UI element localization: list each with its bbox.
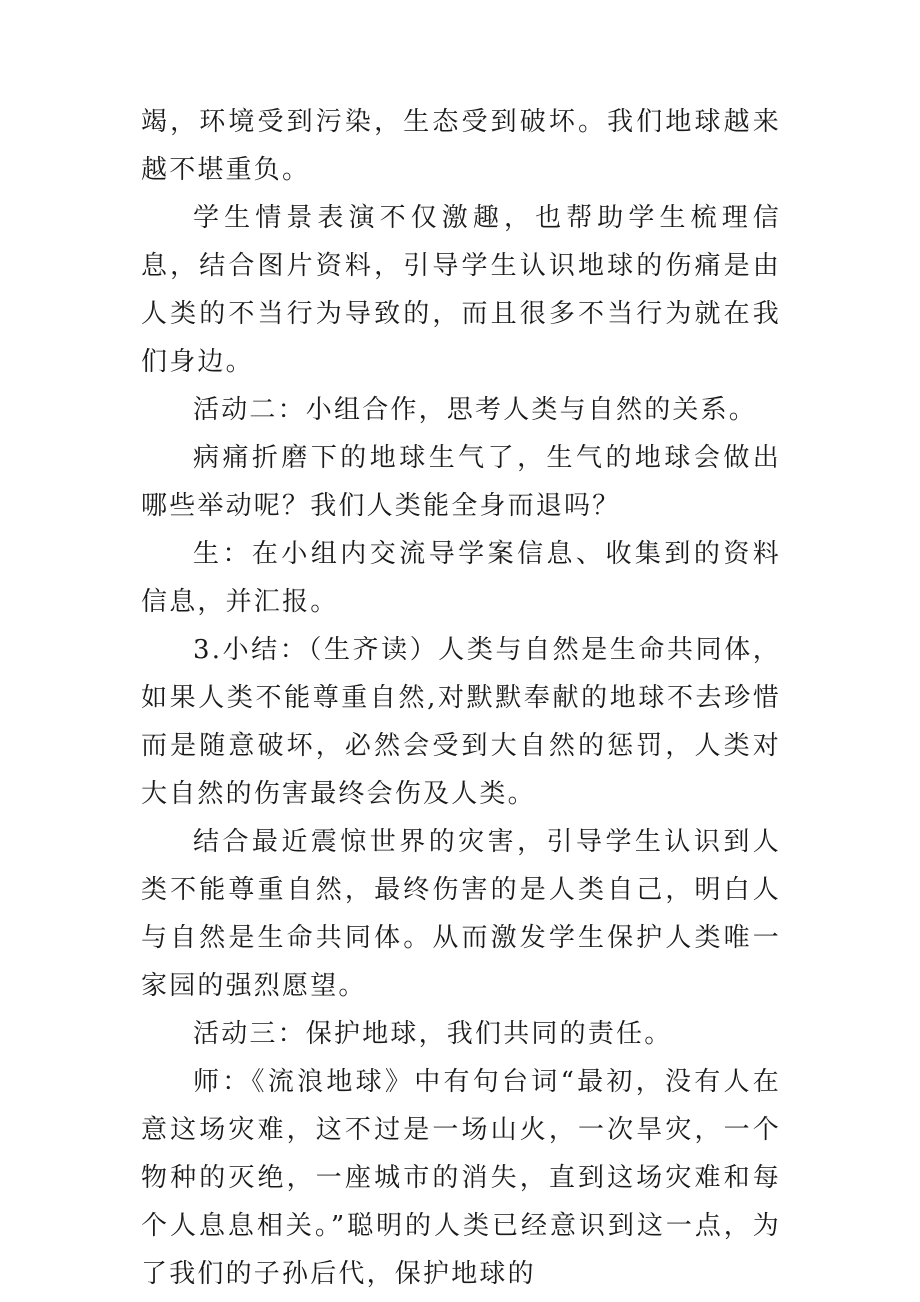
paragraph-5: 生：在小组内交流导学案信息、收集到的资料信息，并汇报。	[141, 539, 781, 617]
paragraph-2: 学生情景表演不仅激趣，也帮助学生梳理信息，结合图片资料，引导学生认识地球的伤痛是由人类的不当行为导致的，而且很多不当行为就在我们身边。	[141, 203, 781, 377]
paragraph-6-summary: 3.小结：（生齐读）人类与自然是生命共同体，如果人类不能尊重自然,对默默奉献的地球不去珍惜而是随意破坏，必然会受到大自然的惩罚，人类对大自然的伤害最终会伤及人类。	[141, 635, 781, 809]
document-body	[141, 98, 781, 1298]
paragraph-3-activity-two: 活动二：小组合作，思考人类与自然的关系。	[193, 395, 758, 425]
paragraph-8-activity-three: 活动三：保护地球，我们共同的责任。	[193, 1019, 673, 1049]
paragraph-1: 竭，环境受到污染，生态受到破坏。我们地球越来越不堪重负。	[141, 107, 781, 185]
paragraph-7: 结合最近震惊世界的灾害，引导学生认识到人类不能尊重自然，最终伤害的是人类自己，明白人与自然是生命共同体。从而激发学生保护人类唯一家园的强烈愿望。	[141, 827, 781, 1001]
paragraph-4: 病痛折磨下的地球生气了，生气的地球会做出哪些举动呢？我们人类能全身而退吗？	[141, 443, 781, 521]
paragraph-9: 师：《流浪地球》中有句台词“最初，没有人在意这场灾难，这不过是一场山火，一次旱灾，一个物种的灭绝，一座城市的消失，直到这场灾难和每个人息息相关。”聪明的人类已经意识到这一点，为了我们的子孙后代，保护地球的	[141, 1067, 781, 1289]
